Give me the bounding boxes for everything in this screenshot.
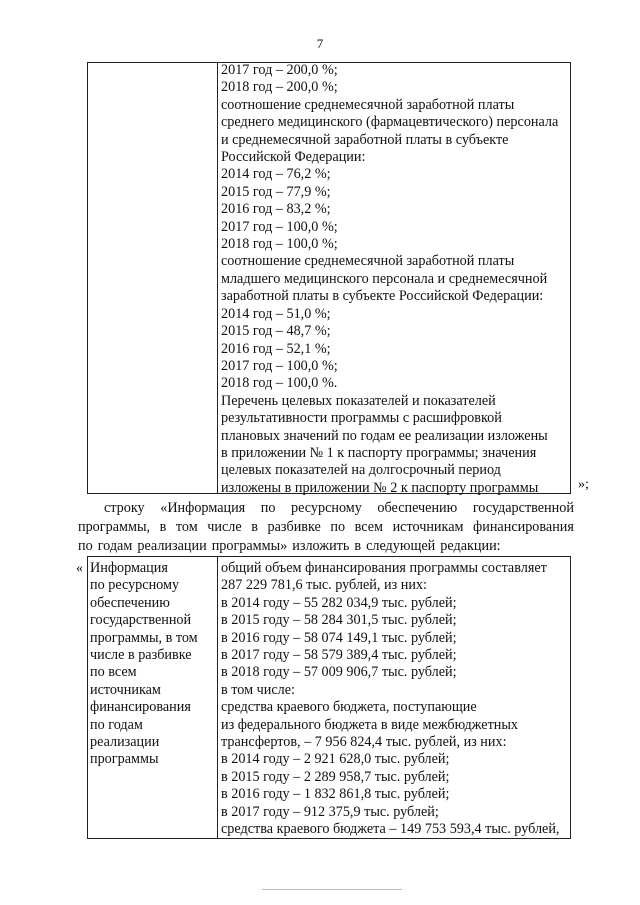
text-line: 2018 год – 100,0 %; <box>221 236 338 253</box>
text-line: числе в разбивке <box>90 647 192 664</box>
text-line: в 2016 году – 58 074 149,1 тыс. рублей; <box>221 629 457 646</box>
text-line: 2017 год – 200,0 %; <box>221 62 338 78</box>
text-line: в 2015 году – 58 284 301,5 тыс. рублей; <box>221 612 457 629</box>
text-line: и среднемесячной заработной платы в субъекте <box>221 131 509 148</box>
text-line: источникам <box>90 681 161 698</box>
paragraph-word: в <box>251 519 258 535</box>
text-line: 2016 год – 52,1 %; <box>221 340 331 357</box>
paragraph-word: редакции: <box>440 538 501 554</box>
paragraph-word: том <box>175 519 198 535</box>
paragraph-word: числе <box>207 519 242 535</box>
text-line: в том числе: <box>221 681 295 698</box>
opening-quote: « <box>76 561 83 576</box>
text-line: программы, в том <box>90 629 198 646</box>
table1-right-text <box>221 62 558 497</box>
text-line: в 2014 году – 2 921 628,0 тыс. рублей; <box>221 751 450 768</box>
paragraph-word: годам <box>97 538 133 554</box>
paragraph-word: в <box>159 519 167 535</box>
paragraph-word: изложить <box>292 538 350 554</box>
text-line: 287 229 781,6 тыс. рублей, из них: <box>221 577 427 594</box>
text-line: среднего медицинского (фармацевтического) персонала <box>221 114 559 131</box>
text-line: 2015 год – 48,7 %; <box>221 323 331 340</box>
text-line: результативности программы с расшифровкой <box>221 410 502 427</box>
paragraph-word: по <box>78 538 93 554</box>
text-line: в 2016 году – 1 832 861,8 тыс. рублей; <box>221 786 450 803</box>
text-line: 2015 год – 77,9 %; <box>221 183 331 200</box>
table1-left-cell <box>87 62 218 494</box>
paragraph-line <box>78 537 574 556</box>
paragraph-word: всем <box>354 519 384 535</box>
paragraph-word: финансирования <box>473 519 574 535</box>
paragraph-word: в <box>354 538 362 554</box>
text-line: финансирования <box>90 699 191 716</box>
text-line: в 2017 году – 912 375,9 тыс. рублей; <box>221 803 439 820</box>
text-line: соотношение среднемесячной заработной платы <box>221 96 515 113</box>
text-line: в 2017 году – 58 579 389,4 тыс. рублей; <box>221 647 457 664</box>
text-line: 2018 год – 200,0 %; <box>221 79 338 96</box>
paragraph-word: по <box>260 500 276 516</box>
text-line: 2017 год – 100,0 %; <box>221 218 338 235</box>
text-line: 2017 год – 100,0 %; <box>221 357 338 374</box>
text-line: 2016 год – 83,2 %; <box>221 201 331 218</box>
paragraph-word: обеспечению <box>377 500 458 516</box>
text-line: целевых показателей на долгосрочный период <box>221 462 501 479</box>
paragraph-line <box>78 518 574 537</box>
paragraph-word: следующей <box>366 538 436 554</box>
text-line: по ресурсному <box>90 577 180 594</box>
text-line: в приложении № 1 к паспорту программы; значения <box>221 444 537 461</box>
paragraph-word: «Информация <box>160 500 246 516</box>
paragraph-word: программы, <box>78 519 151 535</box>
text-line: в 2015 году – 2 289 958,7 тыс. рублей; <box>221 768 450 785</box>
text-line: соотношение среднемесячной заработной платы <box>221 253 515 270</box>
text-line: по годам <box>90 716 143 733</box>
text-line: программы <box>90 751 159 768</box>
paragraph-word: источникам <box>392 519 464 535</box>
text-line: по всем <box>90 664 137 681</box>
text-line: 2014 год – 76,2 %; <box>221 166 331 183</box>
amendment-paragraph <box>78 499 574 556</box>
text-line: 2018 год – 100,0 %. <box>221 375 338 392</box>
text-line: заработной платы в субъекте Российской Федерации: <box>221 288 544 305</box>
footer-divider <box>262 889 402 890</box>
paragraph-line <box>78 499 574 518</box>
text-line: изложены в приложении № 2 к паспорту программы <box>221 479 539 496</box>
text-line: государственной <box>90 612 192 629</box>
text-line: реализации <box>90 734 160 751</box>
text-line: из федерального бюджета в виде межбюджетных <box>221 716 519 733</box>
text-line: Информация <box>90 560 168 576</box>
paragraph-word: ресурсному <box>291 500 362 516</box>
page-number: 7 <box>316 36 324 51</box>
text-line: Перечень целевых показателей и показателей <box>221 392 496 409</box>
text-line: общий объем финансирования программы составляет <box>221 560 547 576</box>
text-line: Российской Федерации: <box>221 149 366 166</box>
text-line: средства краевого бюджета – 149 753 593,4 тыс. рублей, <box>221 821 560 838</box>
table2-right-text <box>221 560 559 839</box>
text-line: средства краевого бюджета, поступающие <box>221 699 477 716</box>
paragraph-word: реализации <box>137 538 207 554</box>
paragraph-word: разбивке <box>267 519 321 535</box>
text-line: обеспечению <box>90 594 170 611</box>
text-line: в 2018 году – 57 009 906,7 тыс. рублей; <box>221 664 457 681</box>
text-line: в 2014 году – 55 282 034,9 тыс. рублей; <box>221 594 457 611</box>
table2-left-text <box>90 560 198 769</box>
paragraph-word: программы» <box>211 538 288 554</box>
text-line: трансфертов, – 7 956 824,4 тыс. рублей, из них: <box>221 734 507 751</box>
paragraph-word: строку <box>104 500 145 516</box>
text-line: 2014 год – 51,0 %; <box>221 305 331 322</box>
paragraph-word: государственной <box>472 500 574 516</box>
text-line: плановых значений по годам ее реализации изложены <box>221 427 548 444</box>
text-line: младшего медицинского персонала и среднемесячной <box>221 270 548 287</box>
paragraph-word: по <box>330 519 346 535</box>
closing-quote: »; <box>578 477 589 492</box>
